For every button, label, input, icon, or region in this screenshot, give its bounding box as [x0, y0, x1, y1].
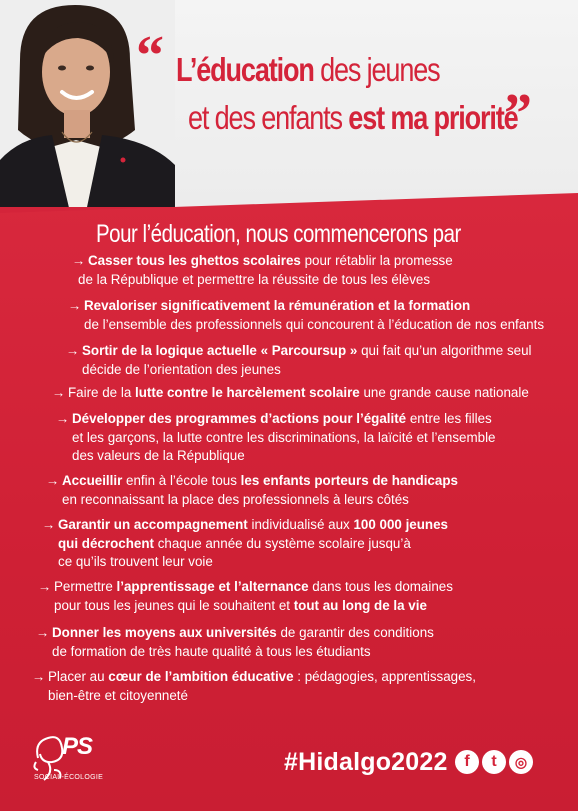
arrow-icon: → [72, 253, 86, 268]
program-item-text: dans tous les domaines [308, 579, 453, 594]
arrow-icon: → [56, 411, 70, 426]
program-item-text: de la République et permettre la réussite de tous les élèves [78, 271, 431, 287]
arrow-icon: → [32, 669, 46, 684]
program-item-text: Faire de la [68, 385, 135, 400]
program-item [68, 297, 545, 334]
program-item-line [72, 447, 496, 466]
program-item [38, 578, 453, 615]
program-item-bold-text: Casser tous les ghettos scolaires [88, 253, 301, 268]
program-item-bold-text: qui décrochent [58, 535, 154, 551]
program-item-line [72, 410, 496, 429]
program-item-text: pour tous les jeunes qui le souhaitent et [54, 597, 294, 613]
program-item-line [82, 361, 532, 380]
program-item [52, 384, 529, 403]
program-item-line [54, 578, 453, 597]
program-item-line [58, 535, 448, 554]
program-item-line [58, 516, 448, 535]
program-item-text: et les garçons, la lutte contre les discriminations, la laïcité et l’ensemble [72, 429, 496, 445]
quote-line-1-regular: des jeunes [313, 51, 440, 88]
program-item [66, 342, 532, 379]
program-item-bold-text: lutte contre le harcèlement scolaire [135, 385, 360, 400]
program-item-text: entre les filles [406, 411, 492, 426]
quote-line-1 [176, 52, 440, 88]
program-item-line [48, 687, 476, 706]
program-item-text: de garantir des conditions [276, 625, 434, 640]
program-item-text: ce qu’ils trouvent leur voie [58, 554, 213, 569]
program-item-text: Permettre [54, 579, 117, 594]
quote-line-2 [188, 100, 518, 136]
program-item-text: Placer au [48, 669, 109, 684]
arrow-icon: → [36, 625, 50, 640]
program-item [46, 472, 458, 509]
program-item-line [52, 643, 434, 662]
program-item-line [72, 429, 496, 448]
program-item [56, 410, 496, 466]
program-item-text: de l’ensemble des professionnels qui concourent à l’éducation de nos enfants [84, 316, 545, 332]
program-item [42, 516, 448, 572]
campaign-hashtag[interactable]: #Hidalgo2022 [284, 748, 448, 776]
program-item-bold-text: Sortir de la logique actuelle « Parcoursup » [82, 343, 358, 358]
program-item-text: décide de l’orientation des jeunes [82, 361, 281, 377]
program-item-text: bien-être et citoyenneté [48, 687, 188, 703]
program-item [32, 668, 476, 705]
arrow-icon: → [38, 579, 52, 594]
program-item-line [62, 491, 458, 510]
ps-logo-subtitle: SOCIAL-ÉCOLOGIE [34, 774, 104, 781]
program-item-text: enfin à l’école tous [122, 473, 241, 488]
header-area [0, 0, 578, 207]
program-item-bold-text: l’apprentissage et l’alternance [116, 579, 309, 594]
program-item-text: : pédagogies, apprentissages, [293, 669, 476, 684]
program-item-line [62, 472, 458, 491]
facebook-icon[interactable]: f [455, 750, 479, 774]
program-item-text: des valeurs de la République [72, 448, 245, 463]
program-item-bold-text: Revaloriser significativement la rémunération et la formation [84, 298, 471, 313]
program-item-line [84, 316, 544, 335]
program-intro: Pour l’éducation, nous commencerons par [96, 220, 461, 248]
program-item-line [48, 668, 476, 687]
program-item-text: individualisé aux [247, 517, 354, 532]
open-quote-mark: “ [136, 25, 164, 87]
quote-line-2-regular: et des enfants [188, 99, 349, 136]
program-item-bold-text: Accueillir [62, 473, 123, 488]
program-item [72, 252, 453, 289]
program-item-bold-text: cœur de l’ambition éducative [108, 669, 294, 684]
ps-logo-text: PS [62, 733, 93, 760]
quote-line-1-bold: L’éducation [176, 51, 314, 88]
program-item-line [82, 342, 532, 361]
instagram-icon[interactable]: ◎ [509, 750, 533, 774]
program-item-bold-text: Garantir un accompagnement [58, 517, 248, 532]
quote-line-2-bold: est ma priorité [348, 99, 518, 136]
arrow-icon: → [66, 343, 80, 358]
close-quote-mark: ” [504, 83, 532, 145]
arrow-icon: → [46, 473, 60, 488]
program-item-text: de formation de très haute qualité à tous les étudiants [52, 643, 371, 659]
program-item-text: pour rétablir la promesse [300, 253, 453, 268]
arrow-icon: → [68, 298, 82, 313]
program-item-line [58, 553, 448, 572]
program-item-line [78, 271, 453, 290]
program-item-bold-text: Donner les moyens aux universités [52, 625, 277, 640]
program-item-text: une grande cause nationale [359, 385, 529, 400]
program-item-line [52, 624, 434, 643]
twitter-icon[interactable]: t [482, 750, 506, 774]
program-item-line [84, 297, 544, 316]
program-item-line [68, 384, 529, 403]
program-item-line [54, 597, 453, 616]
arrow-icon: → [52, 385, 66, 400]
program-item-bold-text: tout au long de la vie [293, 597, 427, 613]
program-item-text: qui fait qu’un algorithme seul [357, 343, 532, 358]
arrow-icon: → [42, 517, 56, 532]
program-item-line [88, 252, 453, 271]
program-item-bold-text: 100 000 jeunes [353, 517, 448, 532]
program-item-bold-text: Développer des programmes d’actions pour l’égalité [72, 411, 407, 426]
program-item-bold-text: les enfants porteurs de handicaps [240, 473, 458, 488]
program-item-text: en reconnaissant la place des professionnels à leurs côtés [62, 491, 409, 507]
program-item-text: chaque année du système scolaire jusqu’à [153, 535, 411, 551]
program-item [36, 624, 434, 661]
